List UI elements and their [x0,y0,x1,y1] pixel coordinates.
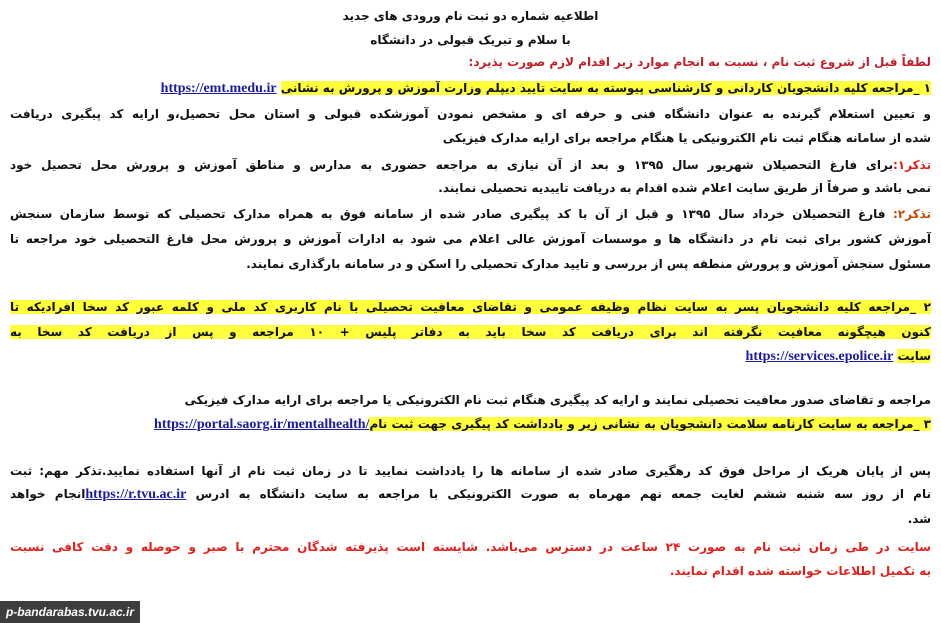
item2-line1 [10,297,931,317]
item2-text-2: کنون هیچگونه معافیت نگرفته اند برای دریافت کد سخا باید به دفاتر پلیس + ۱۰ مراجعه و پس از دریافت کد سخا به [10,325,931,339]
closing-line2 [10,484,931,505]
closing-text-a: نام از روز سه شنبه ششم لغایت جمعه نهم مهرماه به صورت الکترونیکی با مراجعه به سایت دانشگاه به ادرس [195,487,931,501]
closing-line1: پس از پایان هریک از مراحل فوق کد رهگیری صادر شده از سامانه ها را یادداشت نمایید تا در زمان ثبت نام از آنها استفاده نمایید.تذکر مهم: ثبت [10,464,931,478]
item2-line4: مراجعه و تقاضای صدور معافیت تحصیلی نمایند و ارایه کد پیگیری هنگام ثبت نام الکترونیکی یا مراجعه برای ارایه مدارک فیزیکی [184,393,931,407]
epolice-link[interactable]: https://services.epolice.ir [745,349,894,364]
footer-line2: به تکمیل اطلاعات خواسته شده اقدام نمایند. [669,564,931,578]
note2-line2: آموزش کشور برای ثبت نام در دانشگاه ها و موسسات آموزش عالی اعلام می شود به ادارات آموزش و پرورش محل فارغ التحصیلی خود مراجعه تا [10,232,931,246]
tvu-link[interactable]: https://r.tvu.ac.ir [85,487,187,502]
item3-text: ۳ _مراجعه به سایت کارنامه سلامت دانشجویان به نشانی زیر و یادداشت کد پیگیری جهت ثبت نام [369,417,931,431]
item2-text-3: سایت [897,349,931,363]
site-watermark: p-bandarabas.tvu.ac.ir [0,601,140,623]
note2-text: فارغ التحصیلان خرداد سال ۱۳۹۵ و قبل از آن با کد پیگیری صادر شده از سامانه فوق به همراه مدارک تحصیلی که توسط سازمان سنجش [10,207,893,221]
emt-medu-link[interactable]: https://emt.medu.ir [160,81,277,96]
item2-line3 [10,346,931,367]
note1-text: برای فارغ التحصیلان شهریور سال ۱۳۹۵ و بعد از آن نیازی به مراجعه حضوری به مدارس و مناطق آموزش و پرورش محل تحصیل خود [10,158,893,172]
closing-line3: شد. [907,512,931,526]
note2-line1 [10,204,931,224]
note1-line2: نمی باشد و صرفاً از طریق سایت اعلام شده اقدام به دریافت تاییدیه تحصیلی نمایند. [438,181,931,195]
saorg-link[interactable]: https://portal.saorg.ir/mentalhealth/ [154,417,370,432]
item1-line3: شده از سامانه هنگام ثبت نام الکترونیکی یا هنگام مراجعه برای ارایه مدارک فیزیکی [442,131,931,145]
greeting: با سلام و تبریک قبولی در دانشگاه [370,33,571,47]
note1-line1 [10,155,931,175]
note2-line3: مسئول سنجش آموزش و پرورش منطقه پس از بررسی و تایید مدارک تحصیلی را اسکن و در سامانه بارگذاری نمایند. [246,257,931,271]
footer-line1: سایت در طی زمان ثبت نام به صورت ۲۴ ساعت در دسترس می‌باشد. شایسته است پذیرفته شدگان محترم با صبر و حوصله و دقت کافی نسبت [10,540,931,554]
item1-line2: و تعیین استعلام گیرنده به عنوان دانشگاه فنی و حرفه ای و مشخص نمودن آموزشکده قبولی و استان محل تحصیل،و ارایه کد پیگیری دریافت [10,107,931,121]
intro-text: لطفاً قبل از شروع ثبت نام ، نسبت به انجام موارد زیر اقدام لازم صورت پذیرد: [468,55,931,69]
closing-text-b: انجام خواهد [10,487,86,501]
item1-line1 [10,78,931,99]
item1-text: ۱ _مراجعه کلیه دانشجویان کاردانی و کارشناسی پیوسته به سایت تایید دیپلم وزارت آموزش و پرورش به نشانی [280,81,931,95]
page-title: اطلاعیه شماره دو ثبت نام ورودی های جدید [342,9,599,23]
item3-line [10,414,931,435]
item2-line2 [10,322,931,342]
note1-label: تذکر۱: [892,158,931,172]
item2-text-1: ۲ _مراجعه کلیه دانشجویان پسر به سایت نظام وظیفه عمومی و تقاضای معافیت تحصیلی با نام کاربری کد ملی و کلمه عبور کد سخا افرادیکه تا [10,300,931,314]
note2-label: تذکر۲: [892,207,931,221]
